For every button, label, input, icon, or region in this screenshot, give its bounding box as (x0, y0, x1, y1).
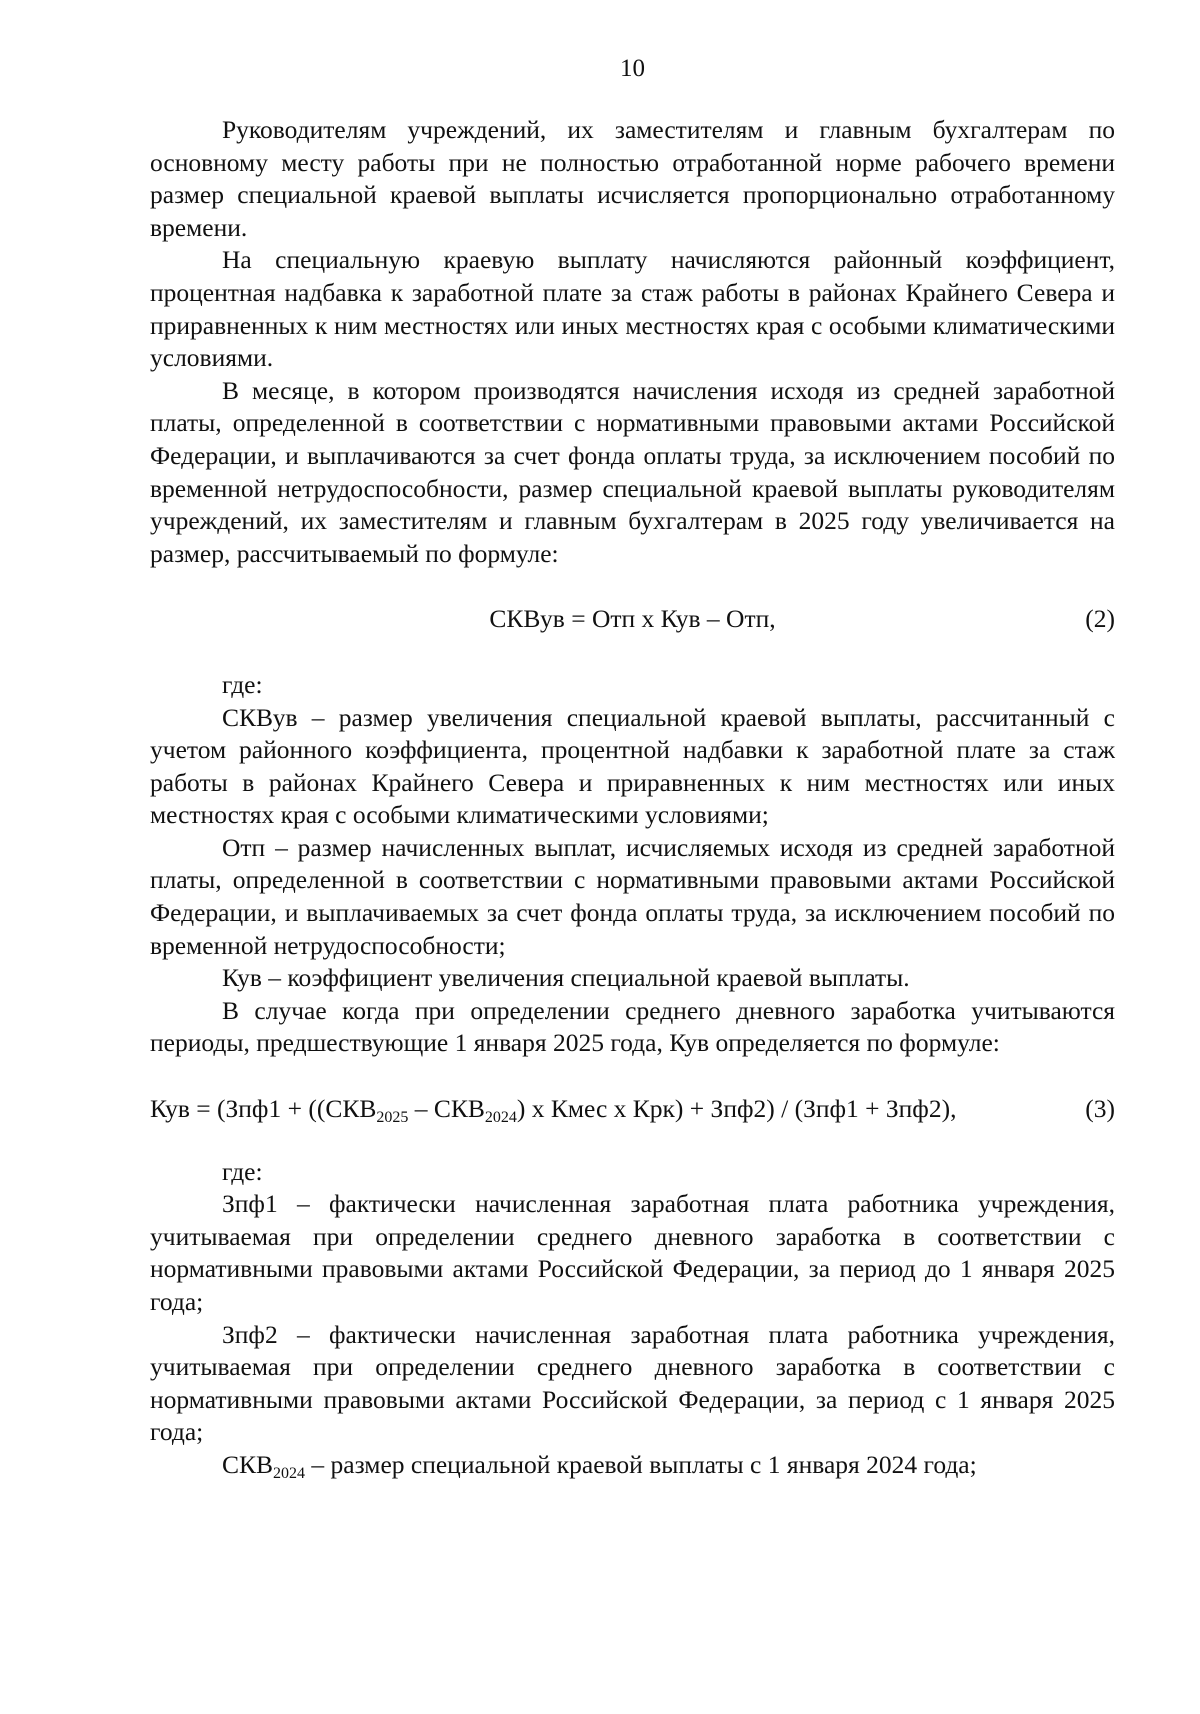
formula-3-subscript-2025: 2025 (376, 1109, 409, 1127)
paragraph-increase-rule: В месяце, в котором производятся начисления исходя из средней заработной платы, определенной в соответствии с нормативными правовыми актами Российской Федерации, и выплачиваются за счет фонда оплаты труда, за исключением пособий по временной нетрудоспособности, размер специальной краевой выплаты руководителям учреждений, их заместителям и главным бухгалтерам в 2025 году увеличивается на размер, рассчитываемый по формуле: (150, 375, 1115, 568)
paragraph-regional-coefficient: На специальную краевую выплату начисляются районный коэффициент, процентная надбавка к заработной плате за стаж работы в районах Крайнего Севера и приравненных к ним местностях или иных местностях края с особыми климатическими условиями. (150, 245, 1115, 373)
page-number: 10 (620, 55, 645, 82)
definition-skvuv: СКВув – размер увеличения специальной краевой выплаты, рассчитанный с учетом районного коэффициента, процентной надбавки к заработной плате за стаж работы в районах Крайнего Севера и приравненных к ним местностях или иных местностях края с особыми климатическими условиями; (150, 702, 1115, 830)
definition-kuv: Кув – коэффициент увеличения специальной краевой выплаты. (222, 963, 910, 993)
where-label-1: где: (222, 669, 263, 699)
definition-skv2024-base: СКВ (222, 1449, 274, 1479)
paragraph-pro-rata: Руководителям учреждений, их заместителям и главным бухгалтерам по основному месту работы при не полностью отработанной норме рабочего времени размер специальной краевой выплаты исчисляется пропорционально отработанному времени. (150, 115, 1115, 242)
formula-3-number: (3) (1085, 1094, 1115, 1124)
definition-zpf1: Зпф1 – фактически начисленная заработная плата работника учреждения, учитываемая при определении среднего дневного заработка в соответствии с нормативными правовыми актами Российской Федерации, за период до 1 января 2025 года; (150, 1189, 1115, 1316)
formula-3-part2: – СКВ (408, 1094, 485, 1124)
formula-3-part3: ) х Кмес х Крк) + Зпф2) / (Зпф1 + Зпф2), (516, 1094, 957, 1124)
formula-2-expression: СКВув = Отп х Кув – Отп, (489, 604, 776, 634)
formula-3-subscript-2024: 2024 (484, 1109, 517, 1127)
where-label-2: где: (222, 1156, 263, 1186)
formula-2 (150, 603, 1115, 636)
definition-skv2024-text: – размер специальной краевой выплаты с 1 января 2024 года; (305, 1449, 977, 1479)
definition-otp: Отп – размер начисленных выплат, исчисляемых исходя из средней заработной платы, определенной в соответствии с нормативными правовыми актами Российской Федерации, и выплачиваемых за счет фонда оплаты труда, за исключением пособий по временной нетрудоспособности; (150, 832, 1115, 960)
formula-3-part1: Кув = (Зпф1 + ((СКВ (150, 1094, 377, 1124)
definition-zpf2: Зпф2 – фактически начисленная заработная плата работника учреждения, учитываемая при определении среднего дневного заработка в соответствии с нормативными правовыми актами Российской Федерации, за период с 1 января 2025 года; (150, 1319, 1115, 1447)
formula-3-expression (150, 1093, 956, 1135)
document-body (150, 114, 1115, 1491)
paragraph-kuv-formula-intro: В случае когда при определении среднего дневного заработка учитываются периоды, предшествующие 1 января 2025 года, Кув определяется по формуле: (150, 995, 1115, 1058)
definition-skv2024-subscript: 2024 (273, 1464, 306, 1482)
definition-skv2024 (150, 1449, 1115, 1491)
formula-2-number: (2) (1085, 604, 1115, 634)
formula-3 (150, 1093, 1115, 1126)
